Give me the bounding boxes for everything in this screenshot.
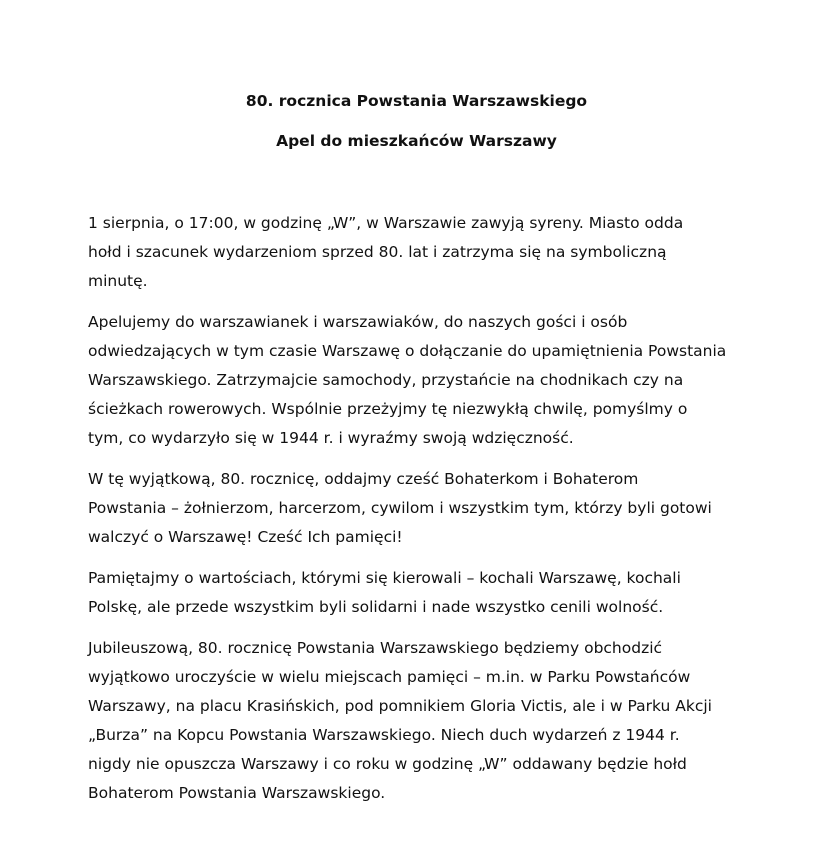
text-line: Jubileuszową, 80. rocznicę Powstania Warszawskiego będziemy obchodzić bbox=[88, 639, 663, 657]
text-line: Powstania – żołnierzom, harcerzom, cywilom i wszystkim tym, którzy byli gotowi bbox=[88, 499, 712, 517]
text-line: walczyć o Warszawę! Cześć Ich pamięci! bbox=[88, 528, 403, 546]
text-line: Warszawy, na placu Krasińskich, pod pomnikiem Gloria Victis, ale i w Parku Akcji bbox=[88, 697, 712, 715]
text-line: minutę. bbox=[88, 272, 148, 290]
text-line: tym, co wydarzyło się w 1944 r. i wyraźmy swoją wdzięczność. bbox=[88, 429, 574, 447]
text-line: Bohaterom Powstania Warszawskiego. bbox=[88, 784, 386, 802]
text-line: nigdy nie opuszcza Warszawy i co roku w godzinę „W” oddawany będzie hołd bbox=[88, 755, 687, 773]
text-line: „Burza” na Kopcu Powstania Warszawskiego. Niech duch wydarzeń z 1944 r. bbox=[88, 726, 680, 744]
text-line: W tę wyjątkową, 80. rocznicę, oddajmy cześć Bohaterkom i Bohaterom bbox=[88, 470, 639, 488]
text-line: odwiedzających w tym czasie Warszawę o dołączanie do upamiętnienia Powstania bbox=[88, 342, 727, 360]
text-line: Warszawskiego. Zatrzymajcie samochody, przystańcie na chodnikach czy na bbox=[88, 371, 684, 389]
paragraph-1 bbox=[88, 209, 760, 296]
document-body bbox=[88, 209, 760, 820]
paragraph-4 bbox=[88, 564, 760, 622]
text-line: wyjątkowo uroczyście w wielu miejscach pamięci – m.in. w Parku Powstańców bbox=[88, 668, 691, 686]
text-line: hołd i szacunek wydarzeniom sprzed 80. lat i zatrzyma się na symboliczną bbox=[88, 243, 667, 261]
text-line: 1 sierpnia, o 17:00, w godzinę „W”, w Warszawie zawyją syreny. Miasto odda bbox=[88, 214, 684, 232]
text-line: Apelujemy do warszawianek i warszawiaków, do naszych gości i osób bbox=[88, 313, 628, 331]
document-subtitle: Apel do mieszkańców Warszawy bbox=[276, 132, 557, 150]
document-title: 80. rocznica Powstania Warszawskiego bbox=[245, 92, 588, 110]
text-line: Pamiętajmy o wartościach, którymi się kierowali – kochali Warszawę, kochali bbox=[88, 569, 681, 587]
paragraph-5 bbox=[88, 634, 760, 808]
text-line: ścieżkach rowerowych. Wspólnie przeżyjmy tę niezwykłą chwilę, pomyślmy o bbox=[88, 400, 688, 418]
text-line: Polskę, ale przede wszystkim byli solidarni i nade wszystko cenili wolność. bbox=[88, 598, 664, 616]
paragraph-2 bbox=[88, 308, 760, 453]
paragraph-3 bbox=[88, 465, 760, 552]
